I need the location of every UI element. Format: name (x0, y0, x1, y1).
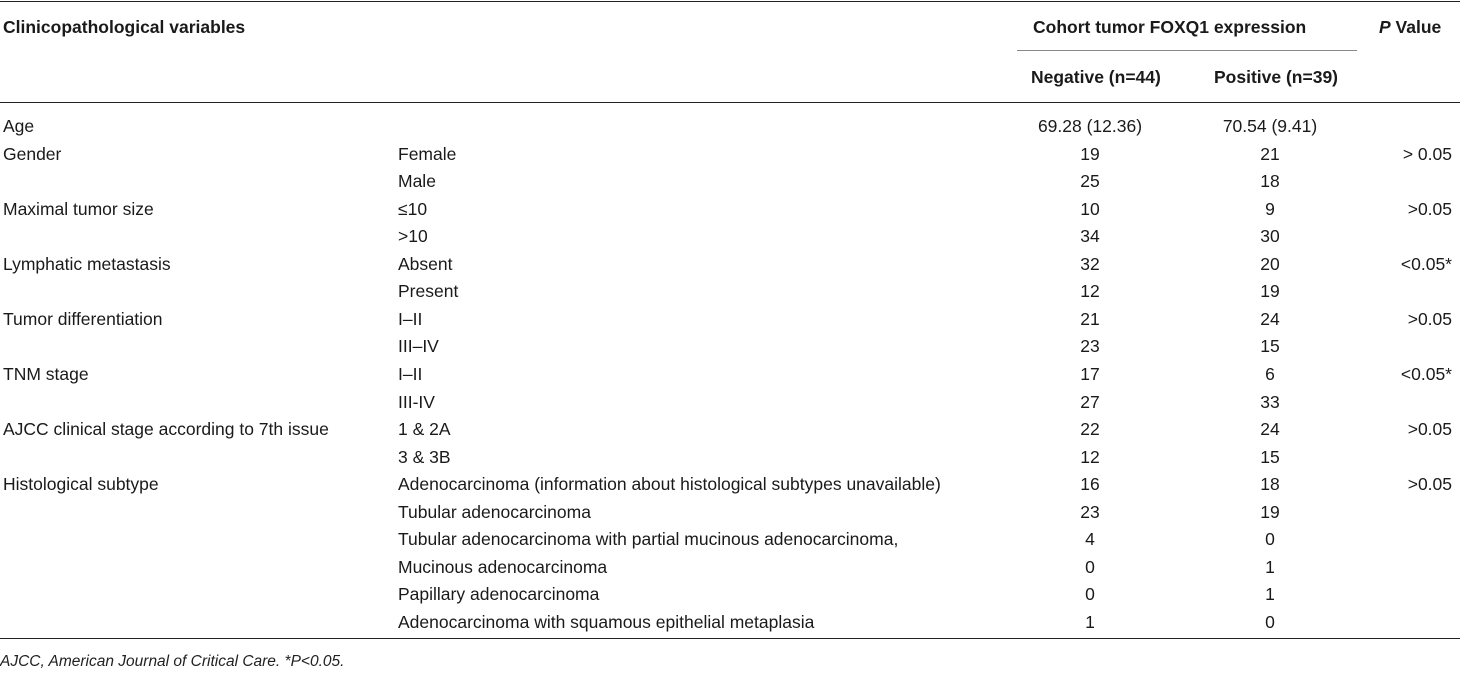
row-variable: Histological subtype (3, 474, 159, 494)
row-positive-count: 1 (1265, 557, 1275, 577)
row-category: >10 (398, 226, 428, 246)
row-positive-count: 33 (1260, 392, 1280, 412)
row-negative-count: 32 (1080, 254, 1100, 274)
row-category: 3 & 3B (398, 447, 451, 467)
row-p-value: >0.05 (1407, 199, 1452, 219)
row-positive-count: 70.54 (9.41) (1222, 116, 1318, 136)
row-negative-count: 1 (1085, 612, 1095, 632)
row-category: Female (398, 144, 457, 164)
row-category: Male (398, 171, 436, 191)
header-p-italic: P (1379, 17, 1391, 37)
table-header-rule (0, 102, 1460, 103)
row-p-value: <0.05* (1400, 364, 1452, 384)
row-negative-count: 69.28 (12.36) (1037, 116, 1143, 136)
row-negative-count: 25 (1080, 171, 1100, 191)
row-category: III–IV (398, 336, 439, 356)
row-negative-count: 12 (1080, 447, 1100, 467)
row-category: Tubular adenocarcinoma with partial mucinous adenocarcinoma, (398, 529, 899, 549)
row-positive-count: 0 (1265, 612, 1275, 632)
table-bottom-rule (0, 638, 1460, 639)
row-positive-count: 18 (1260, 474, 1280, 494)
row-variable: TNM stage (3, 364, 89, 384)
row-category: I–II (398, 309, 423, 329)
row-negative-count: 34 (1080, 226, 1100, 246)
row-variable: Lymphatic metastasis (3, 254, 171, 274)
header-p-value (1379, 17, 1441, 37)
row-negative-count: 22 (1080, 419, 1100, 439)
row-positive-count: 19 (1260, 502, 1280, 522)
row-category: Absent (398, 254, 453, 274)
row-category: Present (398, 281, 459, 301)
row-positive-count: 24 (1260, 419, 1280, 439)
row-negative-count: 0 (1085, 584, 1095, 604)
row-negative-count: 4 (1085, 529, 1095, 549)
row-positive-count: 15 (1260, 447, 1280, 467)
row-variable: Tumor differentiation (3, 309, 163, 329)
row-variable: Age (3, 116, 35, 136)
header-variables: Clinicopathological variables (3, 17, 246, 37)
row-negative-count: 19 (1080, 144, 1100, 164)
row-positive-count: 15 (1260, 336, 1280, 356)
row-negative-count: 10 (1080, 199, 1100, 219)
row-negative-count: 0 (1085, 557, 1095, 577)
row-category: Mucinous adenocarcinoma (398, 557, 608, 577)
row-p-value: >0.05 (1407, 474, 1452, 494)
row-category: Adenocarcinoma (information about histological subtypes unavailable) (398, 474, 941, 494)
header-p-rest: Value (1390, 17, 1442, 37)
row-positive-count: 9 (1265, 199, 1275, 219)
row-positive-count: 0 (1265, 529, 1275, 549)
row-positive-count: 18 (1260, 171, 1280, 191)
row-p-value: >0.05 (1407, 309, 1452, 329)
row-variable: Gender (3, 144, 62, 164)
row-negative-count: 17 (1080, 364, 1100, 384)
row-negative-count: 12 (1080, 281, 1100, 301)
row-positive-count: 20 (1260, 254, 1280, 274)
row-negative-count: 21 (1080, 309, 1100, 329)
row-negative-count: 16 (1080, 474, 1100, 494)
row-positive-count: 19 (1260, 281, 1280, 301)
row-category: Adenocarcinoma with squamous epithelial metaplasia (398, 612, 815, 632)
row-category: 1 & 2A (398, 419, 451, 439)
row-p-value: > 0.05 (1402, 144, 1452, 164)
table-footnote: AJCC, American Journal of Critical Care. *P<0.05. (0, 653, 345, 670)
row-positive-count: 6 (1265, 364, 1275, 384)
row-positive-count: 1 (1265, 584, 1275, 604)
row-category: ≤10 (398, 199, 428, 219)
row-p-value: >0.05 (1407, 419, 1452, 439)
header-cohort: Cohort tumor FOXQ1 expression (1033, 17, 1307, 37)
row-p-value: <0.05* (1400, 254, 1452, 274)
row-positive-count: 24 (1260, 309, 1280, 329)
row-negative-count: 23 (1080, 336, 1100, 356)
row-category: Tubular adenocarcinoma (398, 502, 591, 522)
row-category: III-IV (398, 392, 435, 412)
row-category: I–II (398, 364, 423, 384)
row-variable: AJCC clinical stage according to 7th issue (3, 419, 329, 439)
row-category: Papillary adenocarcinoma (398, 584, 600, 604)
row-positive-count: 21 (1260, 144, 1280, 164)
row-variable: Maximal tumor size (3, 199, 154, 219)
row-positive-count: 30 (1260, 226, 1280, 246)
header-negative: Negative (n=44) (1031, 67, 1161, 87)
table-top-rule (0, 1, 1460, 2)
header-positive: Positive (n=39) (1214, 67, 1339, 87)
row-negative-count: 27 (1080, 392, 1100, 412)
row-negative-count: 23 (1080, 502, 1100, 522)
cohort-subrule (1017, 50, 1357, 51)
